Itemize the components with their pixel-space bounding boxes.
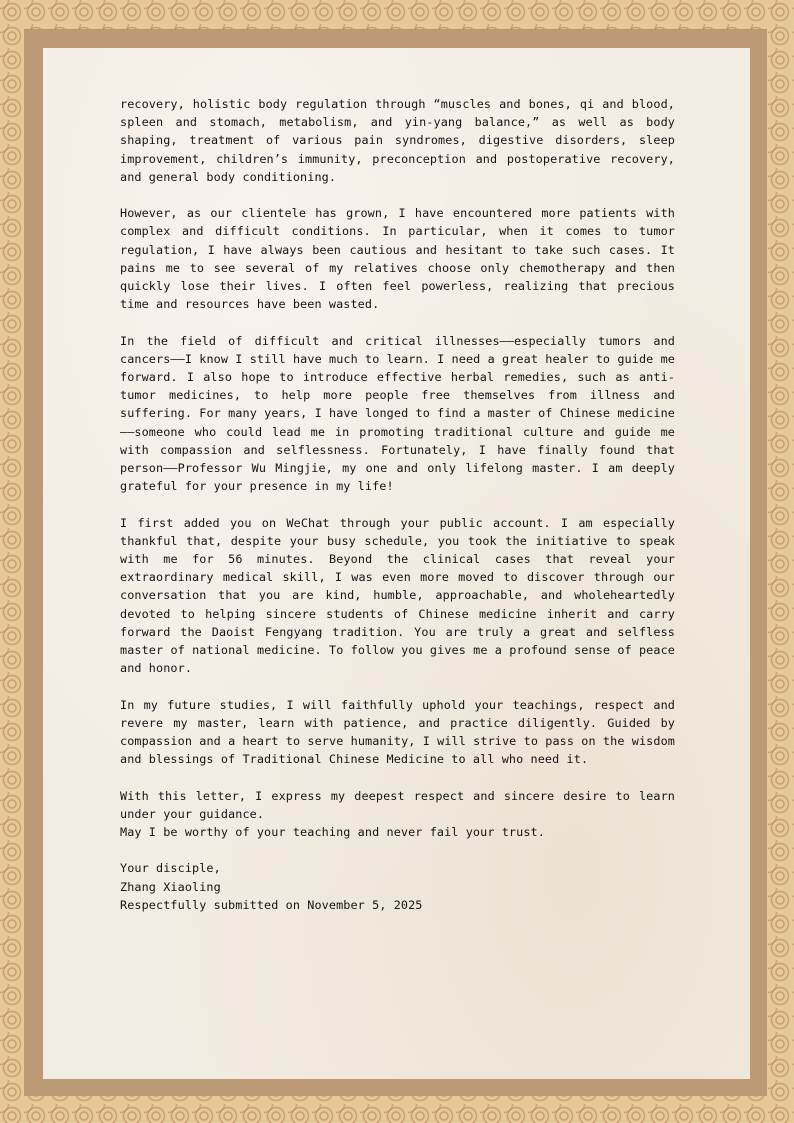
signature-block <box>120 859 675 914</box>
paragraph-5: In my future studies, I will faithfully uphold your teachings, respect and revere my master, learn with patience, and practice diligently. Guided by compassion and a heart to serve humanity, I will strive to pass on the wisdom and blessings of Traditional Chinese Medicine to all who need it. <box>120 697 675 767</box>
closing-line-2: May I be worthy of your teaching and never fail your trust. <box>120 825 545 840</box>
closing-line-1: With this letter, I express my deepest respect and sincere desire to learn under your guidance. <box>120 788 675 821</box>
signer-name: Zhang Xiaoling <box>120 879 221 894</box>
paragraph-3: In the field of difficult and critical illnesses——especially tumors and cancers——I know I still have much to learn. I need a great healer to guide me forward. I also hope to introduce effective herbal remedies, such as anti-tumor medicines, to help more people free themselves from illness and suffering. For many years, I have longed to find a master of Chinese medicine——someone who could lead me in promoting traditional culture and guide me with compassion and selflessness. Fortunately, I have finally found that person——Professor Wu Mingjie, my one and only lifelong master. I am deeply grateful for your presence in my life! <box>120 333 675 494</box>
date-line: Respectfully submitted on November 5, 2025 <box>120 897 423 912</box>
paragraph-2: However, as our clientele has grown, I have encountered more patients with complex and difficult conditions. In particular, when it comes to tumor regulation, I have always been cautious and hesitant to take such cases. It pains me to see several of my relatives choose only chemotherapy and then quickly lose their lives. I often feel powerless, realizing that precious time and resources have been wasted. <box>120 206 675 312</box>
signoff-text: Your disciple, <box>120 861 221 876</box>
paragraph-1: recovery, holistic body regulation through “muscles and bones, qi and blood, spleen and stomach, metabolism, and yin-yang balance,” as well as body shaping, treatment of various pain syndromes, digestive disorders, sleep improvement, children’s immunity, preconception and postoperative recovery, and general body conditioning. <box>120 97 675 184</box>
paragraph-4: I first added you on WeChat through your public account. I am especially thankful that, despite your busy schedule, you took the initiative to speak with me for 56 minutes. Beyond the clinical cases that reveal your extraordinary medical skill, I was even more moved to discover through our conversation that you are kind, humble, approachable, and wholeheartedly devoted to helping sincere students of Chinese medicine inherit and carry forward the Daoist Fengyang tradition. You are truly a great and selfless master of national medicine. To follow you gives me a profound sense of peace and honor. <box>120 515 675 676</box>
letter-body <box>120 95 675 914</box>
